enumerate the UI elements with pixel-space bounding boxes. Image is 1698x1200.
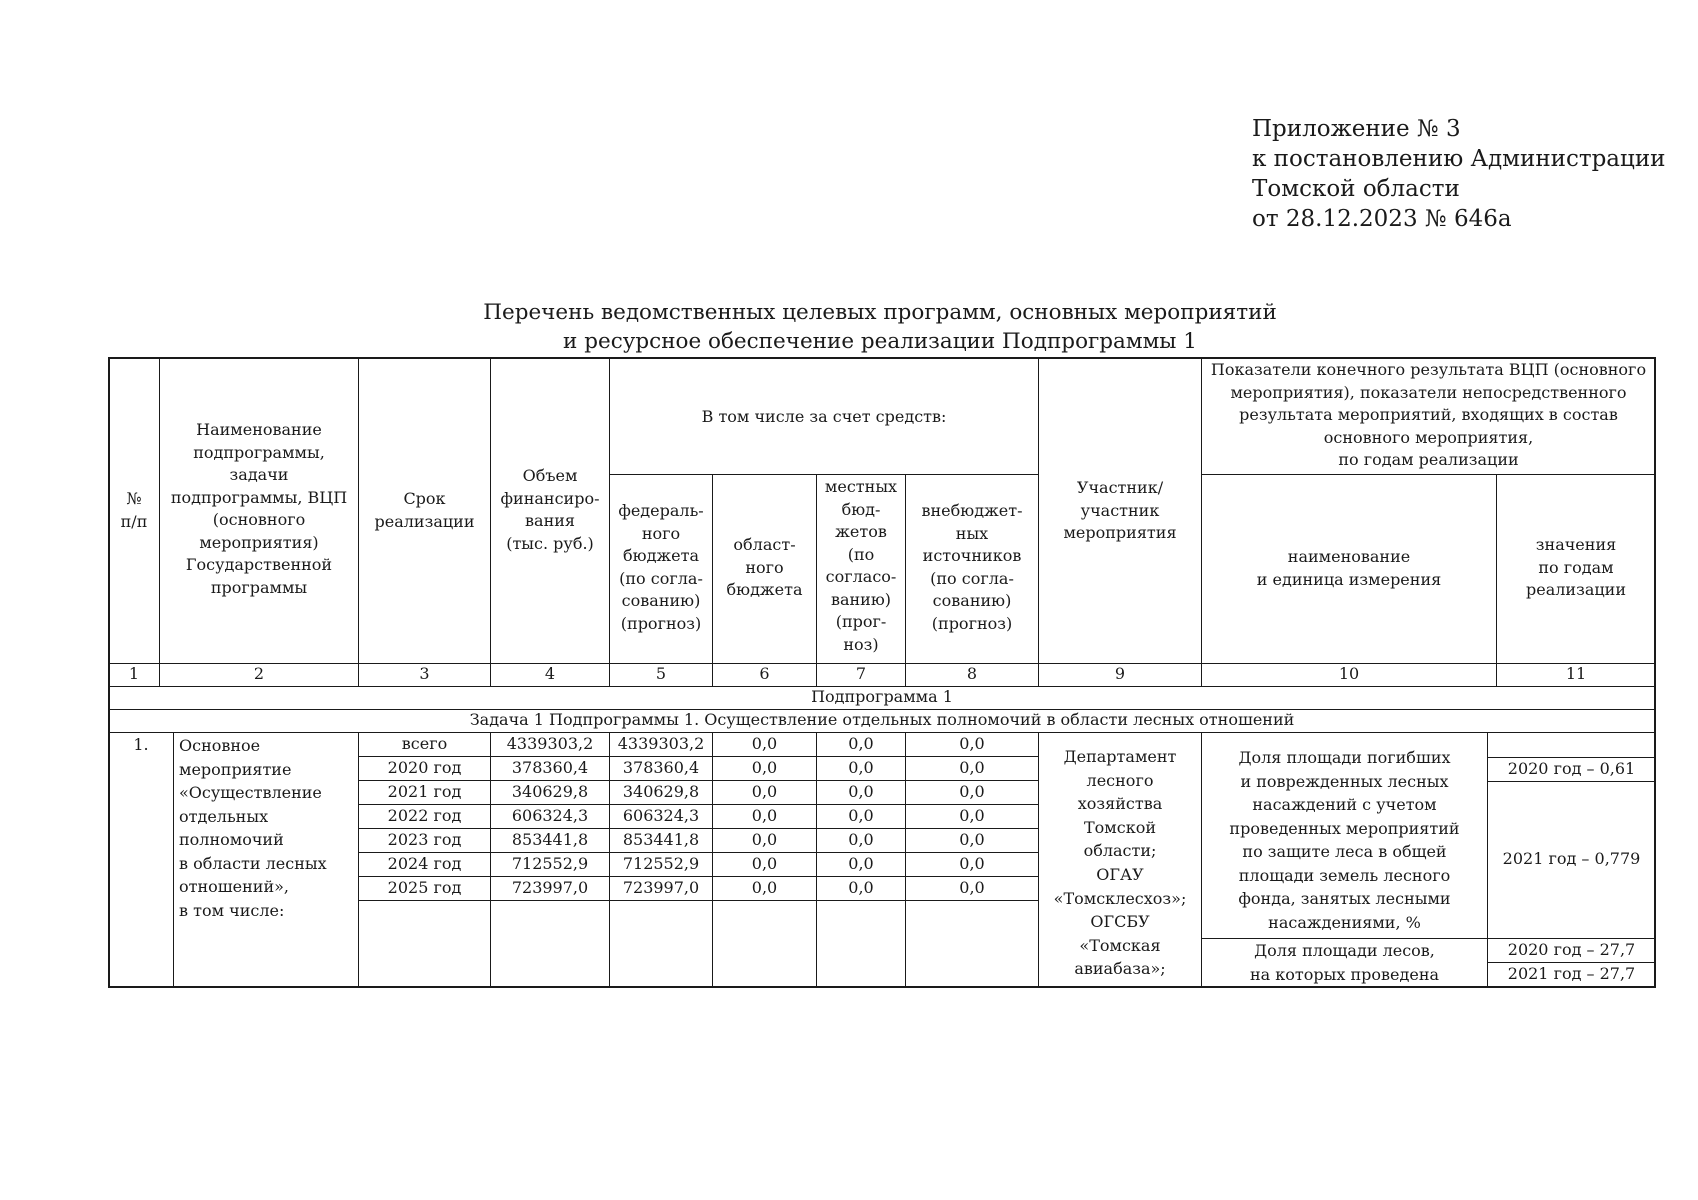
- row-name: Основное мероприятие «Осуществление отдельных полномочий в области лесных отношений», в том числе:: [179, 736, 327, 920]
- header-regional: област- ного бюджета: [726, 535, 803, 599]
- local: 0,0: [848, 854, 874, 873]
- header-sources: В том числе за счет средств:: [701, 407, 947, 426]
- colnum: 7: [855, 664, 867, 683]
- title-line: и ресурсное обеспечение реализации Подпрограммы 1: [563, 329, 1197, 354]
- indicator2-name: Доля площади лесов, на которых проведена: [1249, 941, 1440, 984]
- header-name: Наименование подпрограммы, задачи подпрограммы, ВЦП (основного мероприятия) Государственной программы: [170, 420, 348, 597]
- federal: 4339303,2: [617, 734, 705, 753]
- header-federal: федераль- ного бюджета (по согла- сованию) (прогноз): [618, 501, 704, 633]
- row-num-cell: [108, 732, 174, 988]
- volume: 712552,9: [511, 854, 589, 873]
- title-line: Перечень ведомственных целевых программ, основных мероприятий: [483, 300, 1277, 325]
- indicator1-value: 2020 год – 0,61: [1507, 759, 1636, 778]
- local: 0,0: [848, 758, 874, 777]
- offbudget: 0,0: [959, 830, 985, 849]
- volume: 4339303,2: [506, 734, 594, 753]
- local: 0,0: [848, 878, 874, 897]
- empty-cell: [816, 900, 906, 988]
- local: 0,0: [848, 782, 874, 801]
- colnum: 2: [253, 664, 265, 683]
- volume: 340629,8: [511, 782, 589, 801]
- regional: 0,0: [751, 758, 778, 777]
- federal: 606324,3: [622, 806, 700, 825]
- appendix-line: Приложение № 3: [1252, 116, 1461, 142]
- term: 2024 год: [387, 854, 462, 873]
- appendix-line: от 28.12.2023 № 646а: [1252, 206, 1512, 232]
- appendix-line: к постановлению Администрации: [1252, 146, 1666, 172]
- term: 2021 год: [387, 782, 462, 801]
- offbudget: 0,0: [959, 854, 985, 873]
- indicator1-value-cell: [1487, 732, 1656, 758]
- header-term: Срок реализации: [374, 489, 475, 531]
- local: 0,0: [848, 806, 874, 825]
- regional: 0,0: [751, 734, 778, 753]
- header-num: № п/п: [120, 489, 148, 531]
- subprogram-label: Подпрограмма 1: [811, 687, 953, 706]
- empty-cell: [712, 900, 817, 988]
- offbudget: 0,0: [959, 878, 985, 897]
- volume: 723997,0: [511, 878, 589, 897]
- offbudget: 0,0: [959, 782, 985, 801]
- colnum: 11: [1565, 664, 1587, 683]
- indicator2-value: 2020 год – 27,7: [1507, 940, 1636, 959]
- indicator1-value: 2021 год – 0,779: [1502, 849, 1641, 868]
- task-label: Задача 1 Подпрограммы 1. Осуществление отдельных полномочий в области лесных отношений: [469, 710, 1295, 729]
- colnum: 6: [759, 664, 770, 683]
- colnum: 1: [128, 664, 140, 683]
- header-offbudget: внебюджет- ных источников (по согла- сованию) (прогноз): [921, 501, 1023, 633]
- empty-cell: [490, 900, 610, 988]
- regional: 0,0: [751, 878, 778, 897]
- document-title: [110, 298, 1650, 356]
- colnum: 3: [419, 664, 430, 683]
- offbudget: 0,0: [959, 734, 985, 753]
- colnum: 4: [544, 664, 556, 683]
- header-local: местных бюд- жетов (по согласо- ванию) (прог- ноз): [824, 477, 898, 654]
- term: 2023 год: [387, 830, 462, 849]
- term: 2020 год: [387, 758, 462, 777]
- colnum: 5: [655, 664, 667, 683]
- local: 0,0: [848, 734, 874, 753]
- empty-cell: [905, 900, 1039, 988]
- federal: 723997,0: [622, 878, 700, 897]
- empty-cell: [609, 900, 713, 988]
- regional: 0,0: [751, 806, 778, 825]
- header-ind-values: значения по годам реализации: [1526, 535, 1626, 599]
- term: всего: [401, 734, 448, 753]
- appendix-line: Томской области: [1252, 176, 1460, 202]
- indicator2-value: 2021 год – 27,7: [1507, 964, 1636, 983]
- offbudget: 0,0: [959, 758, 985, 777]
- local: 0,0: [848, 830, 874, 849]
- regional: 0,0: [751, 830, 778, 849]
- volume: 378360,4: [511, 758, 589, 777]
- colnum: 10: [1338, 664, 1360, 683]
- colnum: 9: [1114, 664, 1126, 683]
- regional: 0,0: [751, 782, 778, 801]
- header-participant: Участник/ участник мероприятия: [1063, 478, 1177, 542]
- header-volume: Объем финансиро- вания (тыс. руб.): [500, 466, 600, 553]
- volume: 853441,8: [511, 830, 589, 849]
- empty-cell: [358, 900, 491, 988]
- term: 2025 год: [387, 878, 462, 897]
- colnum: 8: [966, 664, 978, 683]
- regional: 0,0: [751, 854, 778, 873]
- volume: 606324,3: [511, 806, 589, 825]
- header-indicators: Показатели конечного результата ВЦП (основного мероприятия), показатели непосредственного результата мероприятий, входящих в состав основного мероприятия, по годам реализации: [1210, 360, 1647, 469]
- header-ind-name: наименование и единица измерения: [1256, 547, 1442, 589]
- row-num: 1.: [133, 735, 149, 754]
- federal: 340629,8: [622, 782, 700, 801]
- appendix-block: [1252, 114, 1665, 234]
- offbudget: 0,0: [959, 806, 985, 825]
- term: 2022 год: [387, 806, 462, 825]
- federal: 378360,4: [622, 758, 700, 777]
- federal: 712552,9: [622, 854, 700, 873]
- indicator1-name: Доля площади погибших и поврежденных лесных насаждений с учетом проведенных мероприятий по защите леса в общей площади земель лесного фонда, занятых лесными насаждениями, %: [1229, 748, 1460, 932]
- participant: Департамент лесного хозяйства Томской области; ОГАУ «Томсклесхоз»; ОГСБУ «Томская авиабаза»;: [1053, 747, 1187, 979]
- federal: 853441,8: [622, 830, 700, 849]
